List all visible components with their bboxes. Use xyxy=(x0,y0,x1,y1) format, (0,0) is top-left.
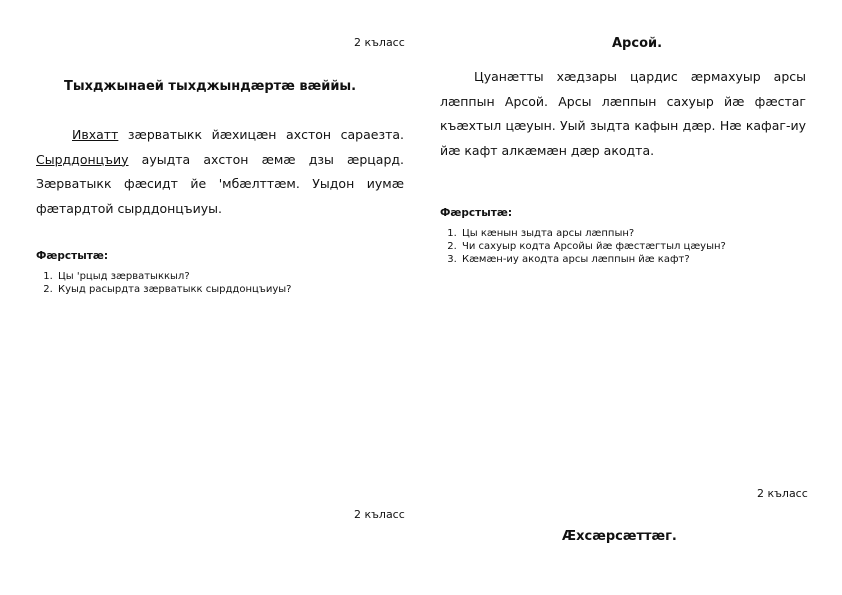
left-story-title: Тыхджынаей тыхджындæртæ вæййы. xyxy=(64,79,357,94)
question-item: 2. Чи сахуыр кодта Арсойы йæ фæстæгтыл цæуын? xyxy=(460,240,820,253)
question-item: 3. Кæмæн-иу акодта арсы лæппын йæ кафт? xyxy=(460,253,820,266)
grade-label-bottom-right: 2 къласс xyxy=(757,487,808,500)
left-story-text xyxy=(36,123,404,221)
underlined-word-ivhatt: Ивхатт xyxy=(72,127,119,142)
left-questions-list xyxy=(36,270,406,296)
bottom-story-title: Æхсæрсæттæг. xyxy=(562,529,677,544)
question-item: 1. Цы 'рцыд зæрватыккыл? xyxy=(56,270,406,283)
right-paragraph: Цуанæтты хæдзары цардис æрмахуыр арсы лæппын Арсой. Арсы лæппын сахуыр йæ фæстаг къæхтыл цæуын. Уый зыдта кафын дæр. Нæ кафаг-иу йæ кафт алкæмæн дæр акодта. xyxy=(440,69,806,158)
grade-label-left: 2 къласс xyxy=(354,36,405,49)
right-questions-heading: Фæрстытæ: xyxy=(440,207,513,219)
question-item: 1. Цы кæнын зыдта арсы лæппын? xyxy=(460,227,820,240)
right-story-title: Арсой. xyxy=(612,36,663,51)
paragraph-fragment: зæрватыкк йæхицæн ахстон сараезта. xyxy=(118,127,404,142)
right-story-text xyxy=(440,65,806,163)
grade-label-bottom-left: 2 къласс xyxy=(354,508,405,521)
question-item: 2. Куыд расырдта зæрватыкк сырддонцъиуы? xyxy=(56,283,406,296)
right-questions-list xyxy=(440,227,820,266)
left-questions-heading: Фæрстытæ: xyxy=(36,250,109,262)
paragraph-fragment: ауыдта ахстон æмæ дзы æрцард. Зæрватыкк фæсидт йе 'мбæлттæм. Уыдон иумæ фæтардтой сырддонцъиуы. xyxy=(36,151,404,216)
underlined-word-syrddoncyu: Сырддонцъиу xyxy=(36,151,129,167)
